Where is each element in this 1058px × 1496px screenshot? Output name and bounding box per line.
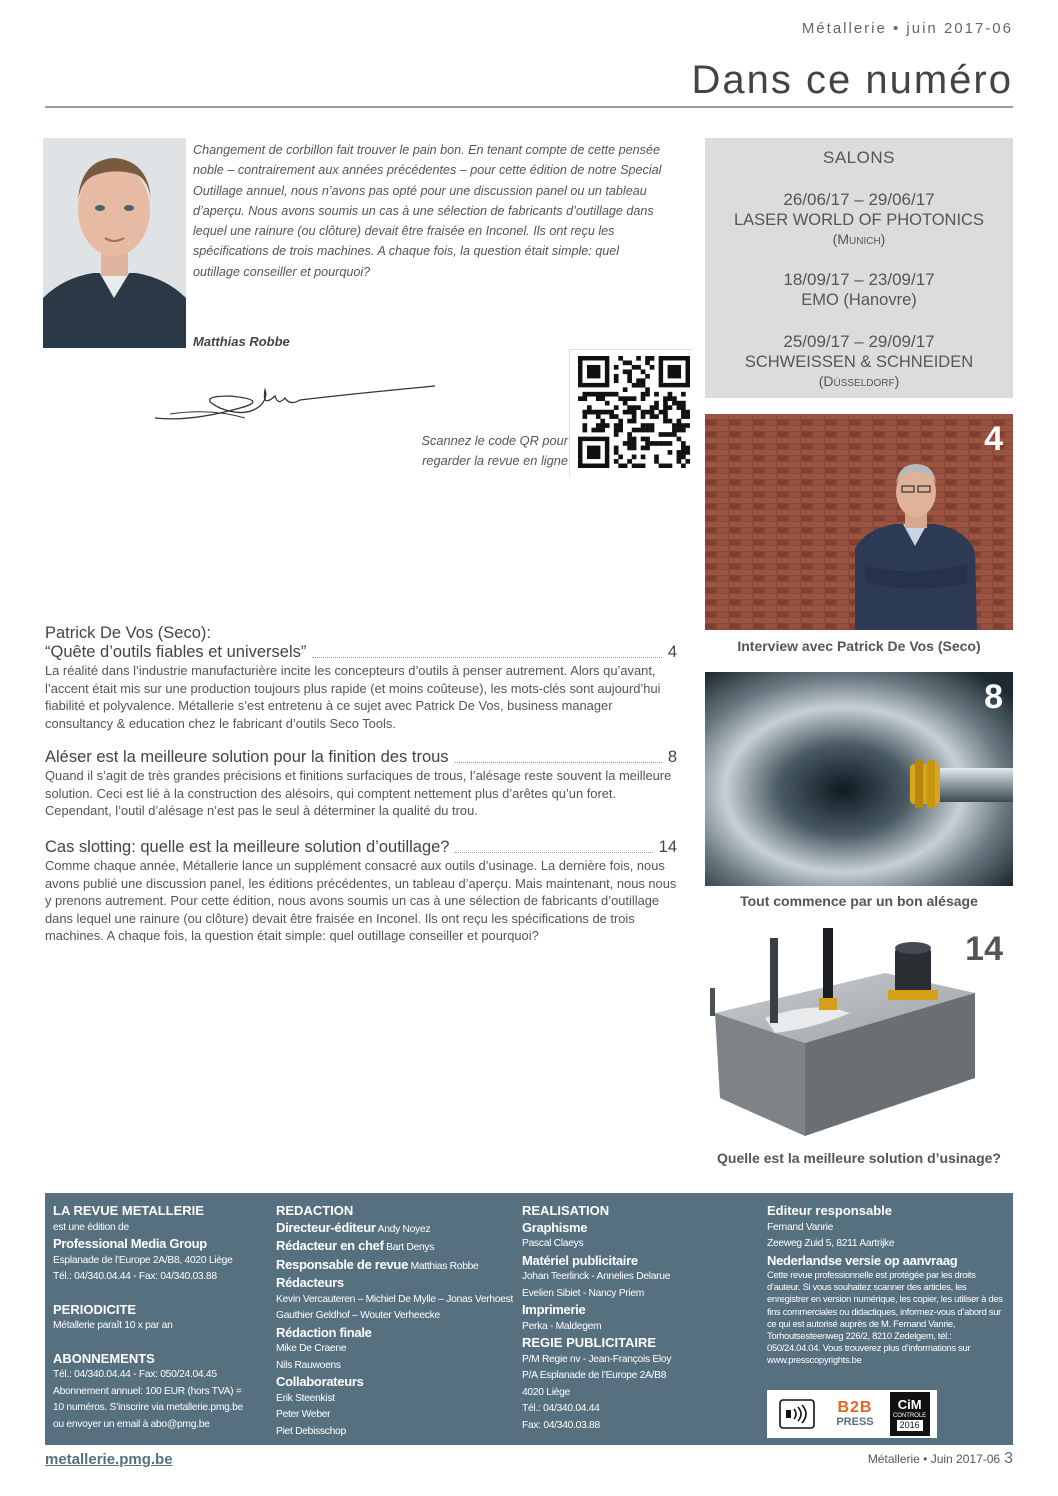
press-copyright-logo [774, 1394, 820, 1434]
article-page-number: 4 [667, 643, 677, 661]
masthead-col-editor: Editeur responsable Fernand Vanrie Zeeweg Zuid 5, 8211 Aartrijke Nederlandse versie op aanvraag Cette revue professionnelle est protégée par les droits d’auteur. Si vous souhaitez scanner des articles, les enregistrer en version numérique, les copier, les utiliser à des fins commerciales ou didactiques, informez-vous d’abord sur ce qui est autorisé auprès de M. Fernand Vanrie, Torhoutsesteenweg 226/2, 8210 Zedelgem, tél.: 050/24.04.04. Vous trouverez plus d’informations sur www.presscopyrights.be [767, 1203, 1003, 1366]
article-entry[interactable] [45, 748, 677, 820]
salons-title: SALONS [823, 148, 895, 167]
masthead-col-realisation: REALISATION Graphisme Pascal Claeys Matériel publicitaire Johan Teerlinck - Annelies Delarue Evelien Sibiet - Nancy Priem Imprimerie Perka - Maldegem REGIE PUBLICITAIRE P/M Regie nv - Jean-François Eloy P/A Esplanade de l’Europe 2A/B8 4020 Liège Tél.: 04/340.04.44 Fax: 04/340.03.88 [522, 1203, 672, 1431]
article-summary: La réalité dans l’industrie manufacturière incite les concepteurs d’outils à penser autrement. Alors qu’avant, l’accent était mis sur une production toujours plus rapide (et moins coûteuse), les mots-clés sont aujourd’hui fiabilité et polyvalence. Métallerie s’est entretenu à ce sujet avec Patrick De Vos, business manager consultancy & education chez le fabricant d’outils Seco Tools. [45, 663, 661, 731]
article-page-number: 14 [658, 838, 677, 856]
salon-event: 18/09/17 – 23/09/17 EMO (Hanovre) [783, 270, 935, 309]
article-page-number: 8 [667, 748, 677, 766]
article-title[interactable]: Cas slotting: quelle est la meilleure solution d’outillage? 14 [45, 838, 677, 856]
website-link[interactable]: metallerie.pmg.be [45, 1451, 173, 1468]
salon-event: 25/09/17 – 29/09/17 SCHWEISSEN & SCHNEIDEN (Düsseldorf) [744, 332, 974, 389]
feature-caption: Tout commence par un bon alésage [740, 893, 978, 909]
masthead-col-publisher: LA REVUE METALLERIE est une édition de Professional Media Group Esplanade de l’Europe 2A/B8, 4020 Liège Tél.: 04/340.04.44 - Fax: 04/340.03.88 PERIODICITE Métallerie paraît 10 x par an ABONNEMENTS Tél.: 04/340.04.44 - Fax: 050/24.04.45 Abonnement annuel: 100 EUR (hors TVA) = 10 numéros. S’inscrire via metallerie.pmg.be ou envoyer un email à abo@pmg.be [53, 1203, 243, 1430]
publisher-logos [767, 1390, 937, 1438]
page-title: Dans ce numéro [691, 58, 1013, 102]
qr-code[interactable] [578, 356, 690, 468]
b2b-press-logo: B2B PRESS [836, 1398, 874, 1428]
editorial-text: Changement de corbillon fait trouver le pain bon. En tenant compte de cette pensée noble – contrairement aux années précédentes – pour cette édition de notre Special Outillage annuel, nous n’avons pas opté pour une discussion panel ou un tableau d’aperçu. Nous avons soumis un cas à une sélection de fabricants d’outillage dans lequel une rainure (ou clôture) devait être fraisée en Inconel. Ils ont reçu les spécifications de trois machines. A chaque fois, la question était simple: quel outillage conseiller et pourquoi? [193, 143, 662, 279]
author-portrait [43, 138, 186, 348]
feature-page-number: 4 [984, 420, 1003, 458]
leader-dots [312, 657, 661, 658]
article-title[interactable]: “Quête d’outils fiables et universels” 4 [45, 643, 677, 661]
salon-event: 26/06/17 – 29/06/17 LASER WORLD OF PHOTONICS (Munich) [734, 190, 984, 247]
feature-caption: Quelle est la meilleure solution d’usinage? [717, 1150, 1001, 1166]
article-entry[interactable] [45, 624, 677, 732]
article-title-line: Patrick De Vos (Seco): [45, 624, 211, 642]
cim-logo: CiM CONTROLE 2016 [890, 1392, 930, 1436]
qr-caption: Scannez le code QR pour regarder la revue en ligne [421, 433, 568, 468]
header-divider [45, 106, 1013, 108]
page-footer: Métallerie • Juin 2017-06 3 [867, 1450, 1013, 1467]
leader-dots [455, 762, 662, 763]
feature-caption: Interview avec Patrick De Vos (Seco) [737, 638, 981, 654]
article-title[interactable]: Aléser est la meilleure solution pour la finition des trous 8 [45, 748, 677, 766]
feature-photo-reaming[interactable] [705, 672, 1013, 886]
masthead-col-redaction: REDACTION Directeur-éditeur Andy Noyez Rédacteur en chef Bart Denys Responsable de revue Matthias Robbe Rédacteurs Kevin Vercauteren – Michiel De Mylle – Jonas Verhoest Gauthier Geldhof – Wouter Verheecke Rédaction finale Mike De Craene Nils Rauwoens Collaborateurs Erik Steenkist Peter Weber Piet Debisschop [276, 1203, 514, 1437]
article-entry[interactable] [45, 838, 677, 945]
masthead [45, 1193, 1013, 1445]
page-number: 3 [1004, 1450, 1013, 1467]
editorial-author: Matthias Robbe [193, 334, 290, 349]
issue-line: Métallerie • juin 2017-06 [801, 20, 1013, 37]
feature-photo-interview[interactable] [705, 414, 1013, 630]
feature-page-number: 8 [984, 678, 1003, 716]
article-summary: Comme chaque année, Métallerie lance un supplément consacré aux outils d’usinage. La dernière fois, nous avons publié une discussion panel, les éditions précédentes, un tableau d’aperçu. Mais maintenant, nous nous y prenons autrement. Pour cette édition, nous avons soumis un cas à une sélection de fabricants d’outillage dans lequel une rainure (ou clôture) devait être fraisée en Inconel. Ils ont reçu les spécifications de trois machines. A chaque fois, la question était simple: quel outillage conseiller et pourquoi? [45, 858, 677, 944]
leader-dots [455, 852, 652, 853]
feature-page-number: 14 [965, 930, 1003, 968]
author-signature [150, 378, 440, 428]
feature-photo-slotting[interactable] [705, 928, 1013, 1138]
article-summary: Quand il s’agit de très grandes précisions et finitions surfaciques de trous, l’alésage reste souvent la meilleure solution. Ceci est lié à la construction des alésoirs, qui comptent nettement plus d’arêtes qu’un foret. Cependant, l’outil d’alésage n’est pas le seul à déterminer la qualité du trou. [45, 768, 672, 819]
salons-box [705, 138, 1013, 398]
